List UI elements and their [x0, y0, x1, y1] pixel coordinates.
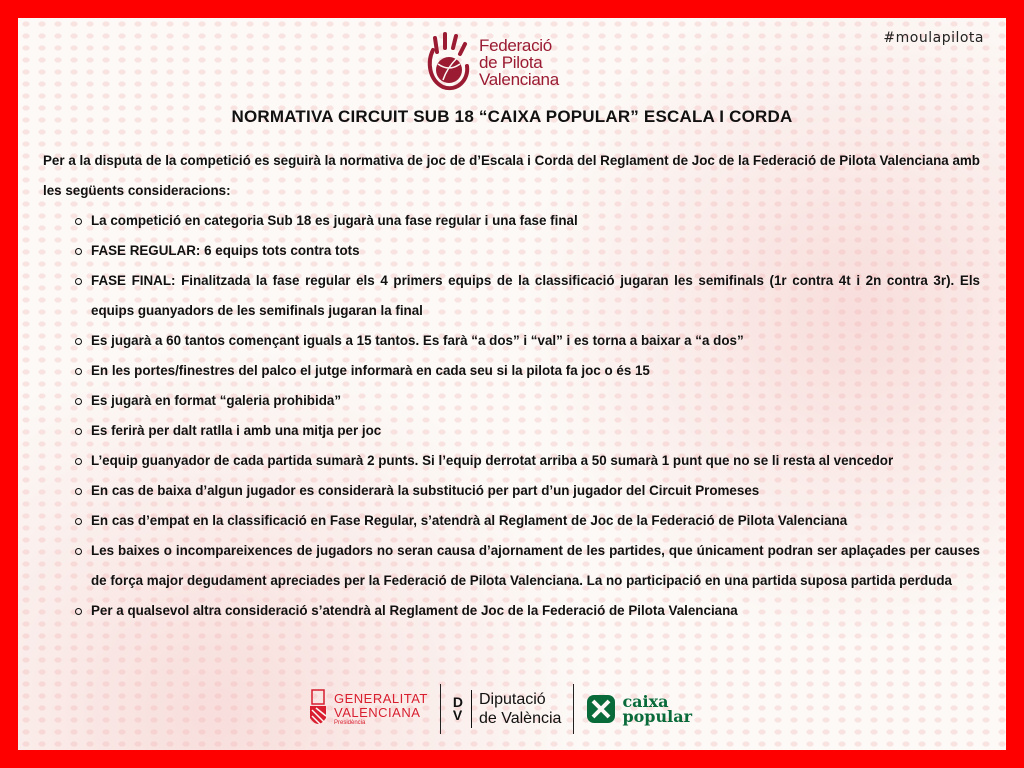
sponsor-logos: [308, 684, 692, 734]
rules-body: [43, 146, 980, 626]
list-item: En les portes/finestres del palco el jutge informarà en cada seu si la pilota fa joc o és 15: [91, 356, 980, 386]
page-title: NORMATIVA CIRCUIT SUB 18 “CAIXA POPULAR” ESCALA I CORDA: [231, 107, 793, 126]
list-item: La competició en categoria Sub 18 es jugarà una fase regular i una fase final: [91, 206, 980, 236]
list-item: Per a qualsevol altra consideració s’atendrà al Reglament de Joc de la Federació de Pilota Valenciana: [91, 596, 980, 626]
rules-list: [43, 206, 980, 626]
coat-of-arms-icon: [308, 688, 328, 730]
divider: [440, 684, 441, 734]
divider: [573, 684, 574, 734]
list-item: FASE REGULAR: 6 equips tots contra tots: [91, 236, 980, 266]
list-item: L’equip guanyador de cada partida sumarà 2 punts. Si l’equip derrotat arriba a 50 sumarà 1 punt que no se li resta al vencedor: [91, 446, 980, 476]
dv-text: Diputació: [479, 691, 546, 708]
logo-text-line: Valenciana: [479, 69, 559, 89]
hashtag: #moulapilota: [883, 30, 984, 46]
list-item: En cas de baixa d’algun jugador es considerarà la substitució per part d’un jugador del Circuit Promeses: [91, 476, 980, 506]
caixa-popular-icon: [586, 694, 616, 724]
dv-mark-letter: V: [452, 707, 463, 723]
list-item: Les baixes o incompareixences de jugadors no seran causa d’ajornament de les partides, que únicament podran ser aplaçades per causes de força major degudament apreciades per la Federació de Pilota Valenciana. La no participació en una partida suposa partida perduda: [91, 536, 980, 596]
list-item: En cas d’empat en la classificació en Fase Regular, s’atendrà al Reglament de Joc de la Federació de Pilota Valenciana: [91, 506, 980, 536]
logo-text-line: de Pilota: [479, 52, 543, 72]
gva-subtext: Presidència: [334, 720, 366, 726]
list-item: Es ferirà per dalt ratlla i amb una mitja per joc: [91, 416, 980, 446]
poster: [18, 18, 1006, 750]
dv-text: de València: [479, 710, 562, 727]
diputacio-logo: [453, 690, 562, 728]
dv-mark: [453, 696, 463, 722]
generalitat-logo: [308, 688, 428, 730]
intro-paragraph: Per a la disputa de la competició es seguirà la normativa de joc de d’Escala i Corda del Reglament de Joc de la Federació de Pilota Valenciana amb les següents consideracions:: [43, 153, 980, 198]
logo-text-line: Federació: [479, 35, 552, 55]
hand-ball-icon: [425, 32, 471, 92]
list-item: FASE FINAL: Finalitzada la fase regular els 4 primers equips de la classificació jugaran les semifinals (1r contra 4t i 2n contra 3r). Els equips guanyadors de les semifinals jugaran la final: [91, 266, 980, 326]
gva-text: VALENCIANA: [334, 705, 421, 720]
caixa-popular-logo: [586, 694, 692, 724]
list-item: Es jugarà en format “galeria prohibida”: [91, 386, 980, 416]
fpv-logo: [425, 32, 559, 92]
cp-text: popular: [622, 707, 692, 726]
cp-text: caixa: [622, 692, 669, 711]
list-item: Es jugarà a 60 tantos començant iguals a 15 tantos. Es farà “a dos” i “val” i es torna a baixar a “a dos”: [91, 326, 980, 356]
dv-mark-letter: D: [452, 694, 463, 710]
gva-text: GENERALITAT: [334, 691, 428, 706]
